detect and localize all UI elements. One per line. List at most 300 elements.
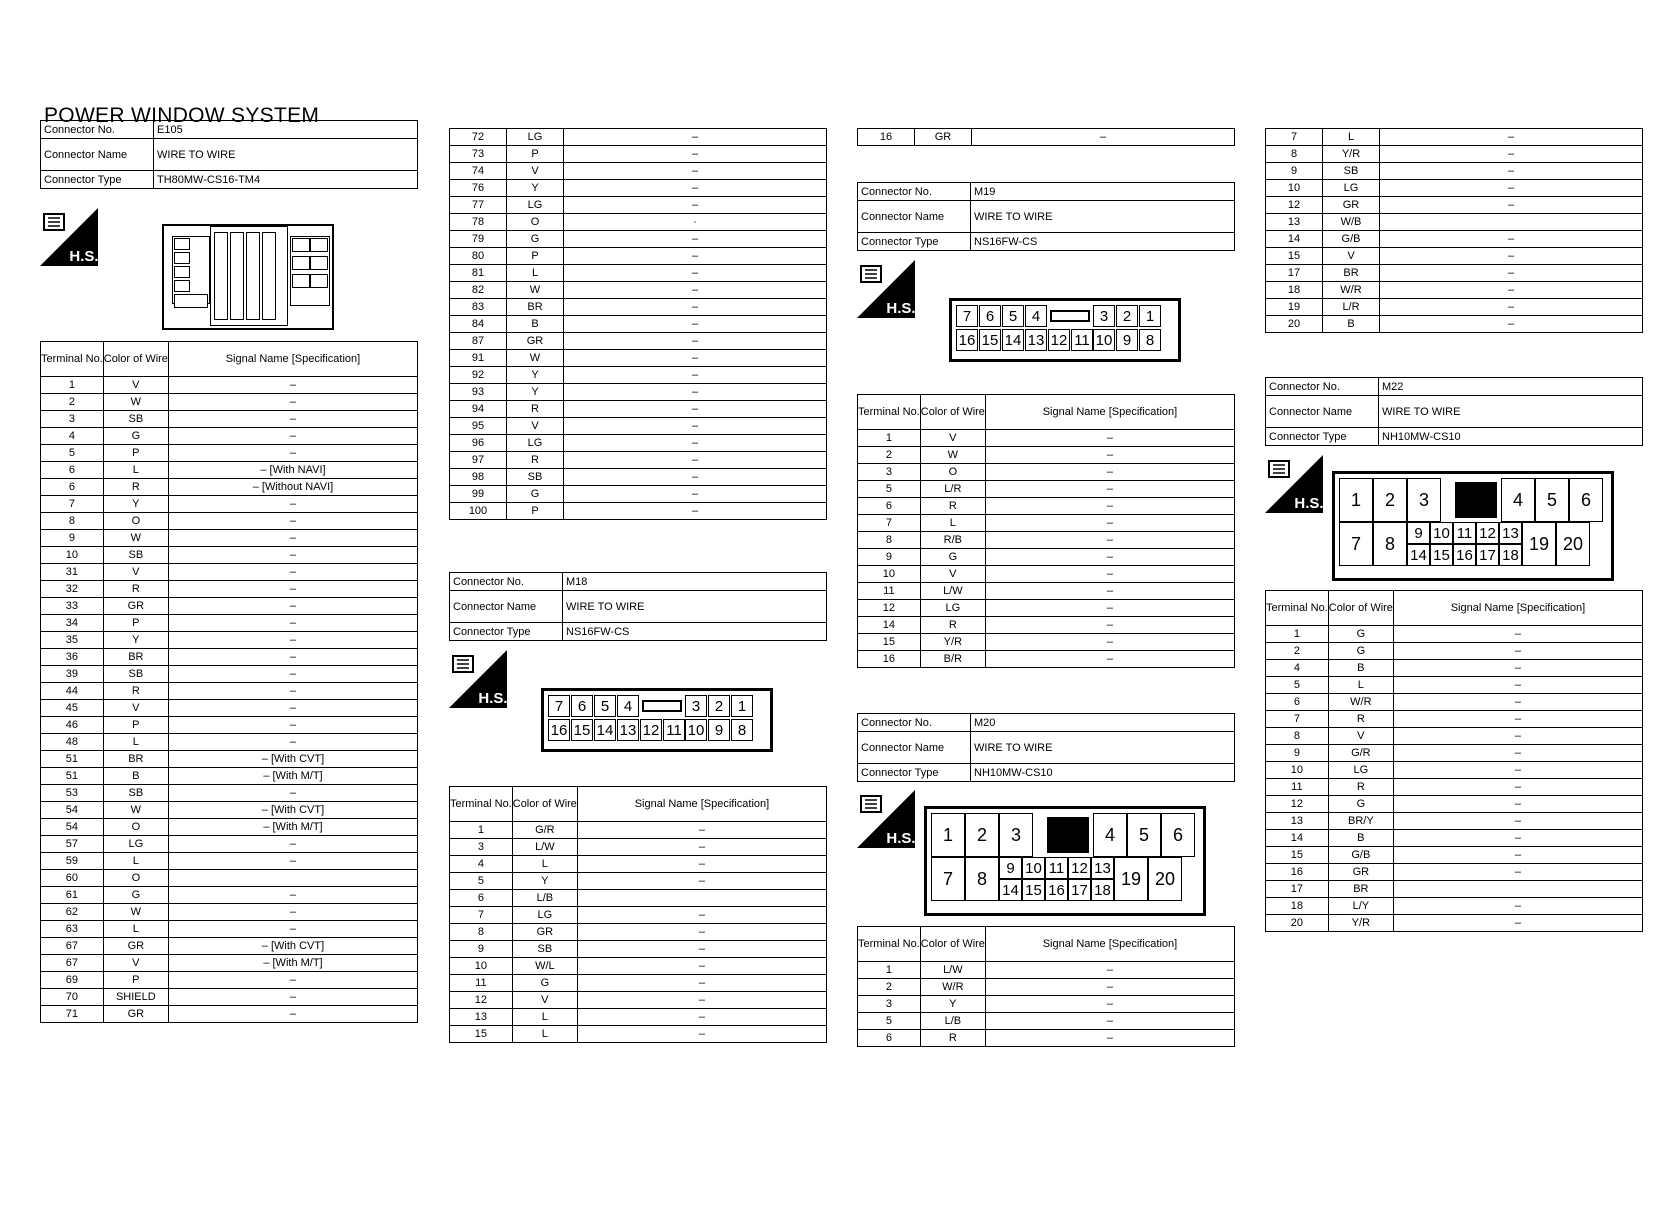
wire-color-cell: Y/R bbox=[1323, 146, 1380, 163]
terminal-no-cell: 95 bbox=[450, 418, 507, 435]
table-row bbox=[858, 634, 1235, 651]
wire-color-cell: W bbox=[103, 394, 168, 411]
signal-name-cell: – bbox=[168, 513, 417, 530]
connector-pin: 15 bbox=[1022, 879, 1045, 901]
connector-pin: 13 bbox=[1499, 522, 1522, 544]
connector-pin: 1 bbox=[731, 695, 753, 717]
connector-type-value: NH10MW-CS10 bbox=[1379, 428, 1643, 446]
signal-name-cell: – bbox=[168, 598, 417, 615]
signal-name-cell: – bbox=[577, 992, 826, 1009]
terminal-no-cell: 59 bbox=[41, 853, 104, 870]
signal-name-cell: – bbox=[168, 972, 417, 989]
terminal-no-cell: 14 bbox=[1266, 830, 1329, 847]
terminal-no-cell: 33 bbox=[41, 598, 104, 615]
connector-face-e105 bbox=[162, 224, 334, 330]
signal-name-cell: – bbox=[168, 564, 417, 581]
table-row bbox=[1266, 316, 1643, 333]
signal-name-cell: – bbox=[972, 129, 1235, 146]
terminal-no-cell: 62 bbox=[41, 904, 104, 921]
table-row bbox=[41, 496, 418, 513]
wire-color-cell: G bbox=[103, 887, 168, 904]
wire-color-cell: V bbox=[103, 700, 168, 717]
connector-no-value: M18 bbox=[563, 573, 827, 591]
signal-name-cell: – bbox=[168, 632, 417, 649]
terminal-no-cell: 20 bbox=[1266, 316, 1323, 333]
table-row bbox=[450, 163, 827, 180]
hs-label: H.S. bbox=[886, 830, 915, 847]
signal-name-cell: – bbox=[564, 384, 827, 401]
signal-name-cell: – bbox=[168, 615, 417, 632]
wire-color-cell: GR bbox=[507, 333, 564, 350]
terminal-no-cell: 70 bbox=[41, 989, 104, 1006]
table-row bbox=[41, 768, 418, 785]
table-row bbox=[450, 907, 827, 924]
signal-name-cell: – bbox=[577, 1026, 826, 1043]
signal-name-cell: – bbox=[168, 377, 417, 394]
table-row bbox=[41, 819, 418, 836]
connector-no-label: Connector No. bbox=[858, 714, 971, 732]
table-row bbox=[1266, 745, 1643, 762]
signal-name-cell: – [With M/T] bbox=[168, 768, 417, 785]
table-row bbox=[41, 547, 418, 564]
terminal-no-cell: 7 bbox=[450, 907, 513, 924]
table-row bbox=[450, 350, 827, 367]
table-row bbox=[41, 530, 418, 547]
table-row bbox=[858, 532, 1235, 549]
connector-pin: 19 bbox=[1114, 857, 1148, 901]
connector-pin: 5 bbox=[1535, 478, 1569, 522]
terminal-no-cell: 5 bbox=[858, 481, 921, 498]
wire-color-cell: G bbox=[920, 549, 985, 566]
wire-color-cell: SB bbox=[507, 469, 564, 486]
signal-name-cell: – bbox=[168, 700, 417, 717]
table-row bbox=[1266, 711, 1643, 728]
connector-info-m18 bbox=[449, 572, 827, 641]
wire-color-cell: G bbox=[507, 231, 564, 248]
connector-name-value: WIRE TO WIRE bbox=[971, 732, 1235, 764]
table-row bbox=[1266, 146, 1643, 163]
signal-name-cell: – bbox=[564, 486, 827, 503]
terminal-no-cell: 3 bbox=[450, 839, 513, 856]
table-row bbox=[450, 856, 827, 873]
signal-name-cell: – bbox=[985, 430, 1234, 447]
header-color-of-wire: Color of Wire bbox=[512, 787, 577, 822]
table-row bbox=[41, 836, 418, 853]
terminal-no-cell: 84 bbox=[450, 316, 507, 333]
wire-color-cell: L bbox=[512, 1026, 577, 1043]
terminal-no-cell: 17 bbox=[1266, 881, 1329, 898]
header-color-of-wire: Color of Wire bbox=[103, 342, 168, 377]
signal-name-cell: – bbox=[168, 411, 417, 428]
table-row bbox=[41, 700, 418, 717]
table-row bbox=[858, 1013, 1235, 1030]
signal-name-cell: – bbox=[168, 887, 417, 904]
signal-name-cell: – bbox=[1380, 316, 1643, 333]
connector-name-label: Connector Name bbox=[1266, 396, 1379, 428]
connector-pin: 11 bbox=[663, 719, 685, 741]
table-row bbox=[41, 955, 418, 972]
terminal-no-cell: 18 bbox=[1266, 898, 1329, 915]
table-row bbox=[41, 564, 418, 581]
terminal-table-m18 bbox=[449, 786, 827, 1043]
wire-color-cell: SB bbox=[103, 547, 168, 564]
terminal-no-cell: 6 bbox=[41, 462, 104, 479]
terminal-no-cell: 35 bbox=[41, 632, 104, 649]
header-signal-name: Signal Name [Specification] bbox=[168, 342, 417, 377]
signal-name-cell: – bbox=[1393, 626, 1642, 643]
signal-name-cell: – bbox=[1380, 231, 1643, 248]
terminal-no-cell: 1 bbox=[450, 822, 513, 839]
terminal-no-cell: 53 bbox=[41, 785, 104, 802]
connector-pin: 15 bbox=[979, 329, 1001, 351]
terminal-no-cell: 60 bbox=[41, 870, 104, 887]
connector-pin: 4 bbox=[1501, 478, 1535, 522]
signal-name-cell: – [With NAVI] bbox=[168, 462, 417, 479]
terminal-no-cell: 2 bbox=[858, 447, 921, 464]
terminal-no-cell: 76 bbox=[450, 180, 507, 197]
signal-name-cell: – bbox=[564, 146, 827, 163]
table-row bbox=[450, 822, 827, 839]
connector-pin: 7 bbox=[548, 695, 570, 717]
terminal-no-cell: 99 bbox=[450, 486, 507, 503]
signal-name-cell: – bbox=[1380, 197, 1643, 214]
wire-color-cell: P bbox=[507, 248, 564, 265]
wire-color-cell: W bbox=[103, 530, 168, 547]
signal-name-cell: – bbox=[168, 683, 417, 700]
wire-color-cell: G bbox=[1328, 643, 1393, 660]
wire-color-cell: SB bbox=[103, 785, 168, 802]
signal-name-cell: – bbox=[1380, 265, 1643, 282]
table-row bbox=[450, 333, 827, 350]
table-row bbox=[450, 146, 827, 163]
table-row bbox=[1266, 248, 1643, 265]
terminal-no-cell: 54 bbox=[41, 802, 104, 819]
header-signal-name: Signal Name [Specification] bbox=[1393, 591, 1642, 626]
terminal-no-cell: 3 bbox=[858, 996, 921, 1013]
connector-latch bbox=[1050, 310, 1090, 322]
signal-name-cell: – bbox=[1380, 129, 1643, 146]
signal-name-cell: – bbox=[985, 549, 1234, 566]
wire-color-cell: G/R bbox=[1328, 745, 1393, 762]
connector-no-value: E105 bbox=[154, 121, 418, 139]
terminal-no-cell: 57 bbox=[41, 836, 104, 853]
terminal-table-m18-continued bbox=[857, 128, 1235, 146]
connector-pin: 13 bbox=[1025, 329, 1047, 351]
terminal-no-cell: 83 bbox=[450, 299, 507, 316]
wire-color-cell: Y/R bbox=[920, 634, 985, 651]
table-row bbox=[858, 549, 1235, 566]
table-row bbox=[1266, 796, 1643, 813]
signal-name-cell bbox=[1393, 881, 1642, 898]
connector-m22 bbox=[1265, 377, 1643, 446]
connector-pin: 3 bbox=[1093, 305, 1115, 327]
signal-name-cell: – bbox=[168, 853, 417, 870]
wire-color-cell: R bbox=[920, 1030, 985, 1047]
table-row bbox=[1266, 231, 1643, 248]
signal-name-cell: – bbox=[1393, 643, 1642, 660]
wire-color-cell: Y/R bbox=[1328, 915, 1393, 932]
connector-pin: 6 bbox=[1569, 478, 1603, 522]
connector-pin: 18 bbox=[1499, 544, 1522, 566]
connector-pin: 15 bbox=[1430, 544, 1453, 566]
wire-color-cell: L bbox=[103, 462, 168, 479]
connector-pin: 7 bbox=[931, 857, 965, 901]
header-terminal-no: Terminal No. bbox=[450, 787, 513, 822]
connector-type-value: NS16FW-CS bbox=[563, 623, 827, 641]
table-row bbox=[41, 938, 418, 955]
wire-color-cell: LG bbox=[507, 129, 564, 146]
signal-name-cell: – bbox=[577, 1009, 826, 1026]
terminal-no-cell: 11 bbox=[450, 975, 513, 992]
terminal-no-cell: 9 bbox=[1266, 745, 1329, 762]
terminal-no-cell: 81 bbox=[450, 265, 507, 282]
wire-color-cell: R/B bbox=[920, 532, 985, 549]
connector-info-m19 bbox=[857, 182, 1235, 251]
terminal-no-cell: 11 bbox=[1266, 779, 1329, 796]
connector-pin: 5 bbox=[594, 695, 616, 717]
terminal-no-cell: 5 bbox=[450, 873, 513, 890]
signal-name-cell: – bbox=[564, 197, 827, 214]
connector-pin: 10 bbox=[1022, 857, 1045, 879]
table-row bbox=[1266, 898, 1643, 915]
connector-no-value: M22 bbox=[1379, 378, 1643, 396]
terminal-no-cell: 34 bbox=[41, 615, 104, 632]
terminal-no-cell: 12 bbox=[1266, 197, 1323, 214]
harness-side-icon bbox=[449, 650, 507, 708]
signal-name-cell: – bbox=[577, 924, 826, 941]
signal-name-cell: – bbox=[1380, 163, 1643, 180]
signal-name-cell: – bbox=[1393, 677, 1642, 694]
signal-name-cell: – bbox=[1393, 779, 1642, 796]
wire-color-cell: G/R bbox=[512, 822, 577, 839]
terminal-no-cell: 15 bbox=[1266, 248, 1323, 265]
connector-pin: 8 bbox=[731, 719, 753, 741]
table-row bbox=[1266, 197, 1643, 214]
terminal-no-cell: 77 bbox=[450, 197, 507, 214]
signal-name-cell: – bbox=[1380, 299, 1643, 316]
terminal-no-cell: 1 bbox=[858, 962, 921, 979]
wire-color-cell: O bbox=[507, 214, 564, 231]
signal-name-cell: – bbox=[564, 503, 827, 520]
wire-color-cell: SB bbox=[103, 411, 168, 428]
table-row bbox=[41, 989, 418, 1006]
table-row bbox=[450, 941, 827, 958]
connector-no-value: M20 bbox=[971, 714, 1235, 732]
signal-name-cell: – bbox=[985, 962, 1234, 979]
connector-pin: 8 bbox=[1373, 522, 1407, 566]
wire-color-cell: O bbox=[103, 513, 168, 530]
wire-color-cell: V bbox=[507, 163, 564, 180]
harness-side-icon bbox=[857, 260, 915, 318]
wire-color-cell: B bbox=[1323, 316, 1380, 333]
terminal-no-cell: 7 bbox=[1266, 711, 1329, 728]
terminal-no-cell: 80 bbox=[450, 248, 507, 265]
table-row bbox=[1266, 864, 1643, 881]
table-row bbox=[450, 469, 827, 486]
hs-label: H.S. bbox=[1294, 495, 1323, 512]
connector-name-label: Connector Name bbox=[858, 201, 971, 233]
signal-name-cell: – bbox=[577, 958, 826, 975]
signal-name-cell: – bbox=[168, 785, 417, 802]
terminal-no-cell: 12 bbox=[1266, 796, 1329, 813]
wire-color-cell: GR bbox=[103, 598, 168, 615]
wire-color-cell: R bbox=[103, 581, 168, 598]
terminal-no-cell: 44 bbox=[41, 683, 104, 700]
connector-no-label: Connector No. bbox=[450, 573, 563, 591]
connector-pin: 2 bbox=[1116, 305, 1138, 327]
table-row bbox=[450, 503, 827, 520]
signal-name-cell: · bbox=[564, 214, 827, 231]
terminal-no-cell: 3 bbox=[41, 411, 104, 428]
connector-pin: 3 bbox=[999, 813, 1033, 857]
connector-pin: 2 bbox=[1373, 478, 1407, 522]
signal-name-cell: – bbox=[168, 921, 417, 938]
wire-color-cell: L bbox=[1323, 129, 1380, 146]
table-row bbox=[450, 129, 827, 146]
signal-name-cell: – bbox=[985, 651, 1234, 668]
terminal-no-cell: 8 bbox=[41, 513, 104, 530]
connector-pin: 11 bbox=[1453, 522, 1476, 544]
signal-name-cell bbox=[1380, 214, 1643, 231]
terminal-no-cell: 51 bbox=[41, 768, 104, 785]
wire-color-cell: W/R bbox=[920, 979, 985, 996]
connector-pin: 10 bbox=[1430, 522, 1453, 544]
table-row bbox=[450, 890, 827, 907]
wire-color-cell: L bbox=[512, 1009, 577, 1026]
connector-pin: 17 bbox=[1068, 879, 1091, 901]
connector-m20 bbox=[857, 713, 1235, 782]
signal-name-cell: – bbox=[564, 418, 827, 435]
connector-pin: 1 bbox=[931, 813, 965, 857]
signal-name-cell: – bbox=[564, 282, 827, 299]
terminal-no-cell: 54 bbox=[41, 819, 104, 836]
wire-color-cell: G bbox=[507, 486, 564, 503]
connector-type-value: NS16FW-CS bbox=[971, 233, 1235, 251]
terminal-no-cell: 6 bbox=[1266, 694, 1329, 711]
connector-type-label: Connector Type bbox=[858, 233, 971, 251]
connector-pin: 19 bbox=[1522, 522, 1556, 566]
signal-name-cell: – bbox=[168, 666, 417, 683]
wire-color-cell: V bbox=[103, 955, 168, 972]
table-row bbox=[450, 873, 827, 890]
table-row bbox=[1266, 728, 1643, 745]
header-terminal-no: Terminal No. bbox=[41, 342, 104, 377]
terminal-no-cell: 73 bbox=[450, 146, 507, 163]
table-row bbox=[450, 401, 827, 418]
signal-name-cell: – [With M/T] bbox=[168, 819, 417, 836]
connector-name-label: Connector Name bbox=[450, 591, 563, 623]
terminal-no-cell: 82 bbox=[450, 282, 507, 299]
table-row bbox=[41, 1006, 418, 1023]
table-row bbox=[1266, 660, 1643, 677]
signal-name-cell: – [With CVT] bbox=[168, 802, 417, 819]
terminal-no-cell: 7 bbox=[858, 515, 921, 532]
wire-color-cell: W bbox=[103, 904, 168, 921]
wire-color-cell: B bbox=[507, 316, 564, 333]
connector-pin: 12 bbox=[1068, 857, 1091, 879]
wire-color-cell: O bbox=[920, 464, 985, 481]
connector-m18 bbox=[449, 572, 827, 641]
header-signal-name: Signal Name [Specification] bbox=[577, 787, 826, 822]
wire-color-cell: Y bbox=[512, 873, 577, 890]
wire-color-cell: L/W bbox=[512, 839, 577, 856]
signal-name-cell: – [With CVT] bbox=[168, 938, 417, 955]
connector-type-value: NH10MW-CS10 bbox=[971, 764, 1235, 782]
connector-key-block bbox=[1455, 482, 1497, 518]
signal-name-cell: – bbox=[1393, 847, 1642, 864]
table-row bbox=[1266, 163, 1643, 180]
table-row bbox=[41, 377, 418, 394]
terminal-no-cell: 16 bbox=[858, 129, 915, 146]
terminal-no-cell: 14 bbox=[1266, 231, 1323, 248]
table-row bbox=[1266, 299, 1643, 316]
signal-name-cell: – bbox=[168, 836, 417, 853]
connector-pin: 8 bbox=[1139, 329, 1161, 351]
wire-color-cell: P bbox=[103, 615, 168, 632]
connector-name-value: WIRE TO WIRE bbox=[1379, 396, 1643, 428]
connector-pin: 4 bbox=[1093, 813, 1127, 857]
signal-name-cell: – bbox=[168, 1006, 417, 1023]
terminal-no-cell: 18 bbox=[1266, 282, 1323, 299]
signal-name-cell: – bbox=[564, 469, 827, 486]
wire-color-cell: P bbox=[507, 146, 564, 163]
wire-color-cell: LG bbox=[507, 435, 564, 452]
wire-color-cell: Y bbox=[507, 384, 564, 401]
hs-label: H.S. bbox=[886, 300, 915, 317]
terminal-no-cell: 19 bbox=[1266, 299, 1323, 316]
wire-color-cell: BR/Y bbox=[1328, 813, 1393, 830]
table-row bbox=[41, 751, 418, 768]
signal-name-cell: – bbox=[577, 839, 826, 856]
signal-name-cell: – bbox=[168, 428, 417, 445]
table-row bbox=[1266, 214, 1643, 231]
signal-name-cell: – bbox=[985, 566, 1234, 583]
terminal-no-cell: 6 bbox=[41, 479, 104, 496]
signal-name-cell: – bbox=[985, 447, 1234, 464]
terminal-no-cell: 98 bbox=[450, 469, 507, 486]
wire-color-cell: Y bbox=[507, 180, 564, 197]
connector-pin: 14 bbox=[999, 879, 1022, 901]
wire-color-cell: L bbox=[507, 265, 564, 282]
table-row bbox=[1266, 847, 1643, 864]
table-row bbox=[41, 785, 418, 802]
signal-name-cell: – [With CVT] bbox=[168, 751, 417, 768]
terminal-no-cell: 67 bbox=[41, 938, 104, 955]
signal-name-cell: – bbox=[564, 401, 827, 418]
connector-name-value: WIRE TO WIRE bbox=[971, 201, 1235, 233]
table-row bbox=[450, 1026, 827, 1043]
signal-name-cell: – bbox=[577, 941, 826, 958]
table-row bbox=[1266, 129, 1643, 146]
signal-name-cell: – bbox=[577, 822, 826, 839]
wire-color-cell: Y bbox=[103, 496, 168, 513]
terminal-no-cell: 1 bbox=[41, 377, 104, 394]
signal-name-cell: – bbox=[1393, 864, 1642, 881]
wire-color-cell: L/B bbox=[512, 890, 577, 907]
connector-pin: 5 bbox=[1002, 305, 1024, 327]
connector-pin: 6 bbox=[979, 305, 1001, 327]
terminal-table-e105 bbox=[40, 341, 418, 1023]
wire-color-cell: L bbox=[103, 853, 168, 870]
table-row bbox=[858, 430, 1235, 447]
signal-name-cell: – bbox=[577, 907, 826, 924]
signal-name-cell: – bbox=[168, 904, 417, 921]
terminal-no-cell: 2 bbox=[858, 979, 921, 996]
signal-name-cell: – bbox=[1393, 898, 1642, 915]
connector-no-label: Connector No. bbox=[858, 183, 971, 201]
wire-color-cell: V bbox=[920, 430, 985, 447]
table-row bbox=[41, 887, 418, 904]
